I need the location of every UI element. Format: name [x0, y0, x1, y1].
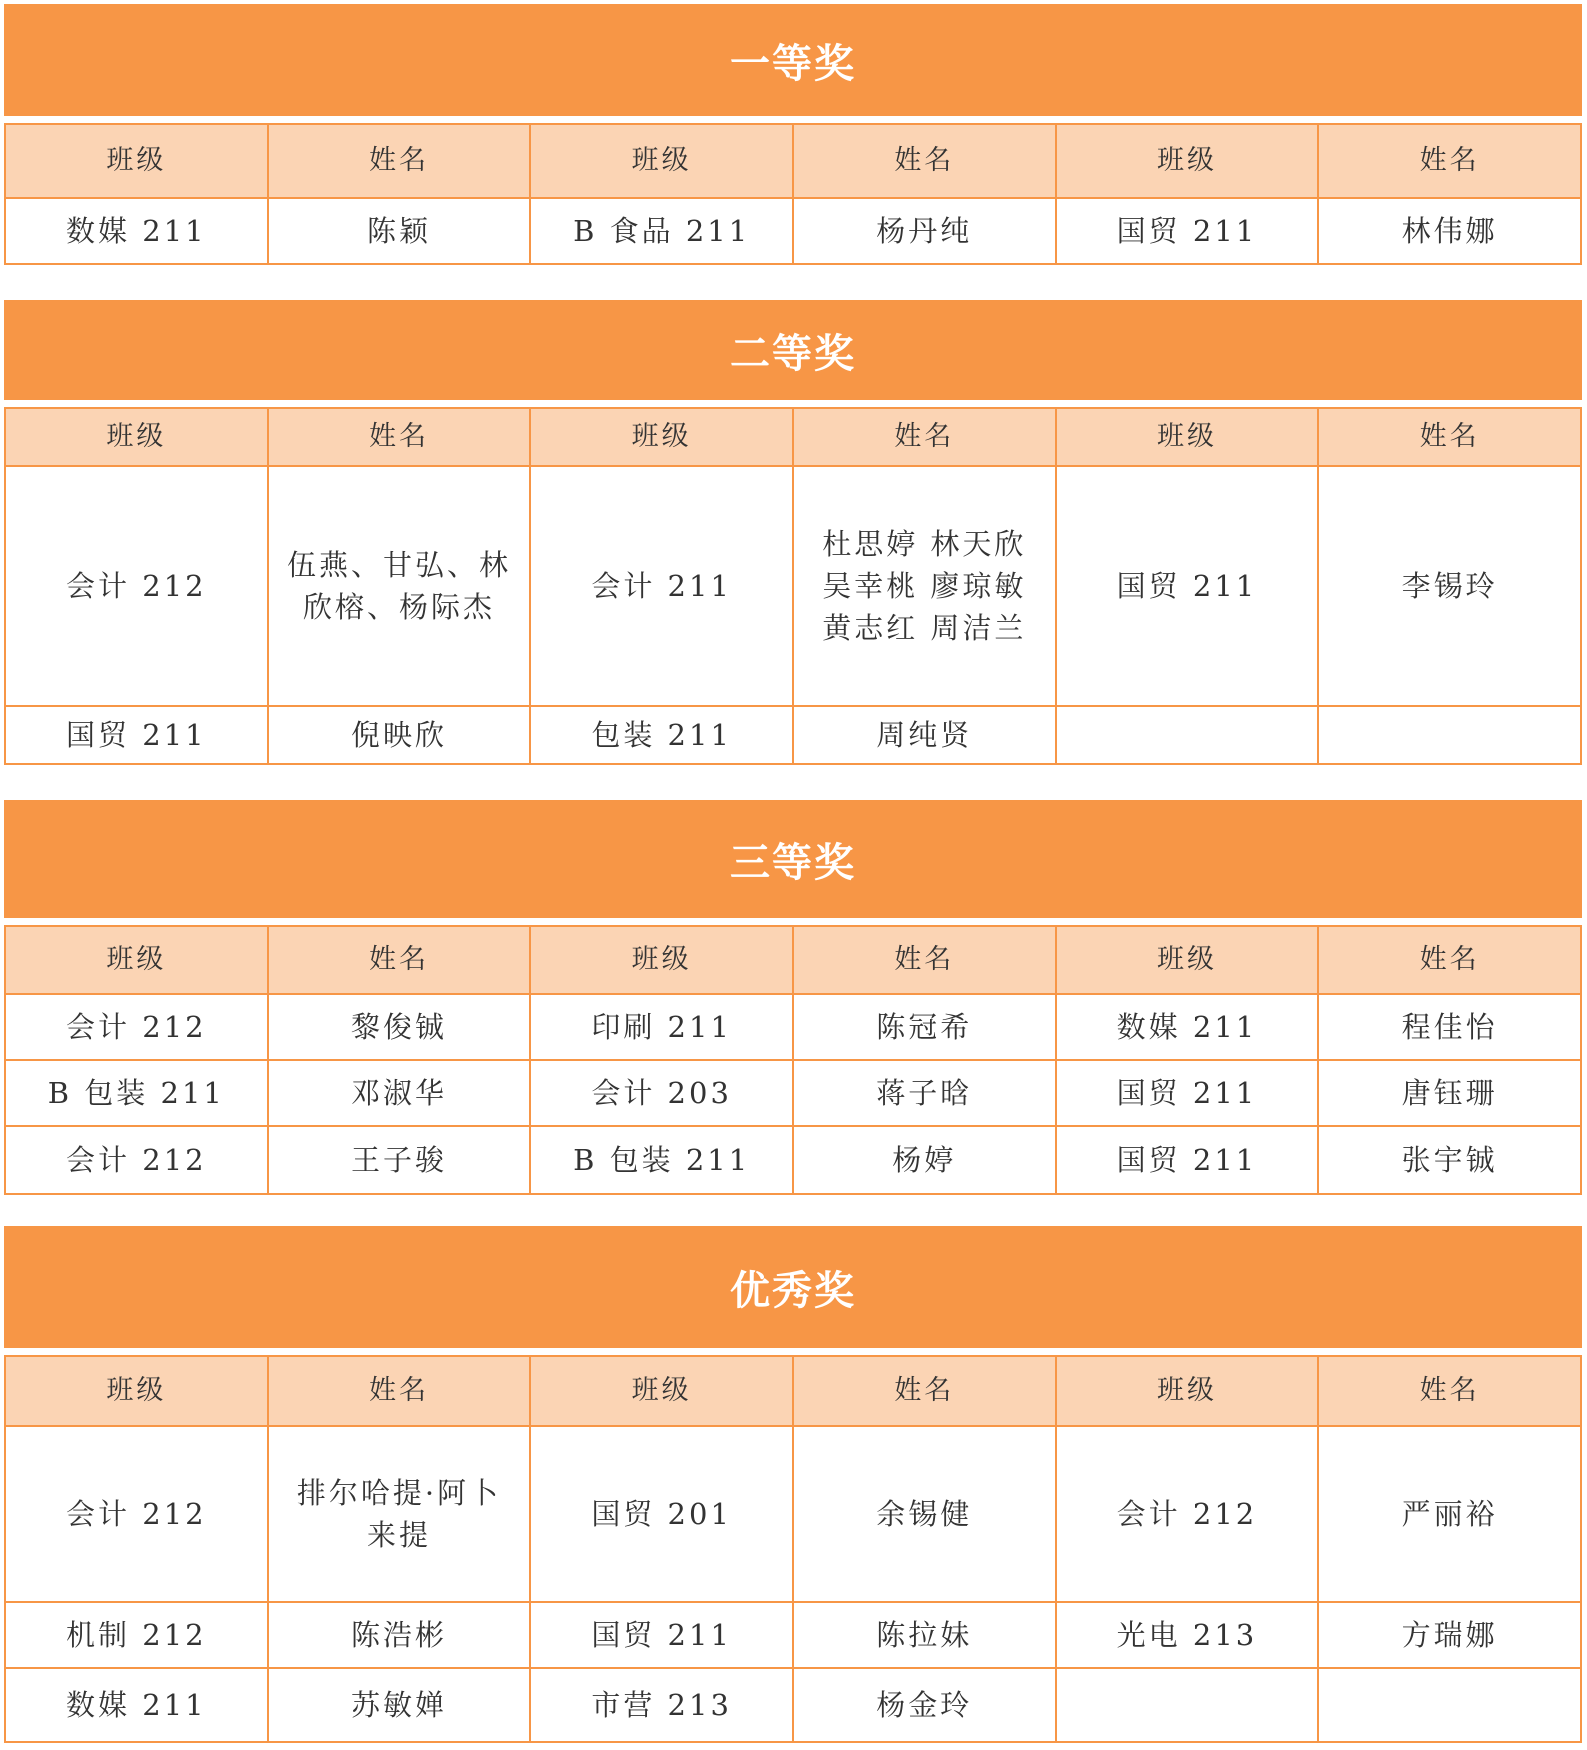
- name-cell: 余锡健: [793, 1426, 1056, 1602]
- column-header: 姓名: [793, 926, 1056, 994]
- name-cell: 陈颖: [268, 198, 531, 264]
- class-cell: [1056, 706, 1319, 764]
- class-cell: 机制 212: [5, 1602, 268, 1668]
- name-cell: 排尔哈提·阿卜 来提: [268, 1426, 531, 1602]
- class-cell: 数媒 211: [5, 1668, 268, 1742]
- name-cell: 陈冠希: [793, 994, 1056, 1060]
- award-section-second: [4, 300, 1582, 765]
- table-row: [5, 1602, 1581, 1668]
- table-header-row: [5, 408, 1581, 466]
- column-header: 姓名: [268, 1356, 531, 1426]
- class-cell: 会计 212: [5, 1126, 268, 1194]
- name-cell: 倪映欣: [268, 706, 531, 764]
- award-table: [4, 407, 1582, 765]
- name-cell: 杨婷: [793, 1126, 1056, 1194]
- column-header: 班级: [5, 1356, 268, 1426]
- section-title: 二等奖: [4, 300, 1582, 400]
- name-cell: 陈浩彬: [268, 1602, 531, 1668]
- class-cell: 国贸 211: [1056, 1126, 1319, 1194]
- column-header: 班级: [5, 124, 268, 198]
- name-cell: [1318, 706, 1581, 764]
- column-header: 班级: [1056, 926, 1319, 994]
- name-cell: 王子骏: [268, 1126, 531, 1194]
- award-section-first: [4, 4, 1582, 265]
- table-row: [5, 1426, 1581, 1602]
- class-cell: 数媒 211: [5, 198, 268, 264]
- class-cell: 国贸 211: [1056, 1060, 1319, 1126]
- column-header: 姓名: [1318, 408, 1581, 466]
- column-header: 班级: [530, 124, 793, 198]
- section-title: 优秀奖: [4, 1226, 1582, 1348]
- award-section-excellence: [4, 1226, 1582, 1743]
- name-cell: 程佳怡: [1318, 994, 1581, 1060]
- table-header-row: [5, 1356, 1581, 1426]
- name-cell: 邓淑华: [268, 1060, 531, 1126]
- name-cell: 伍燕、甘弘、林 欣榕、杨际杰: [268, 466, 531, 706]
- column-header: 姓名: [1318, 124, 1581, 198]
- column-header: 班级: [530, 408, 793, 466]
- award-table: [4, 123, 1582, 265]
- name-cell: 蒋子晗: [793, 1060, 1056, 1126]
- table-row: [5, 1060, 1581, 1126]
- table-row: [5, 1126, 1581, 1194]
- class-cell: 会计 203: [530, 1060, 793, 1126]
- column-header: 姓名: [268, 124, 531, 198]
- table-row: [5, 994, 1581, 1060]
- award-table: [4, 925, 1582, 1195]
- column-header: 班级: [5, 408, 268, 466]
- name-cell: 林伟娜: [1318, 198, 1581, 264]
- class-cell: 会计 212: [5, 466, 268, 706]
- column-header: 姓名: [268, 408, 531, 466]
- table-row: [5, 198, 1581, 264]
- class-cell: 国贸 211: [530, 1602, 793, 1668]
- section-title: 三等奖: [4, 800, 1582, 918]
- class-cell: 光电 213: [1056, 1602, 1319, 1668]
- award-table: [4, 1355, 1582, 1743]
- name-cell: 周纯贤: [793, 706, 1056, 764]
- column-header: 班级: [530, 1356, 793, 1426]
- column-header: 班级: [1056, 408, 1319, 466]
- name-cell: 苏敏婵: [268, 1668, 531, 1742]
- class-cell: 印刷 211: [530, 994, 793, 1060]
- table-row: [5, 706, 1581, 764]
- name-cell: [1318, 1668, 1581, 1742]
- class-cell: B 包装 211: [530, 1126, 793, 1194]
- column-header: 姓名: [268, 926, 531, 994]
- class-cell: 国贸 211: [1056, 198, 1319, 264]
- award-section-third: [4, 800, 1582, 1195]
- class-cell: 数媒 211: [1056, 994, 1319, 1060]
- table-header-row: [5, 926, 1581, 994]
- column-header: 班级: [530, 926, 793, 994]
- column-header: 姓名: [793, 408, 1056, 466]
- name-cell: 李锡玲: [1318, 466, 1581, 706]
- class-cell: 国贸 201: [530, 1426, 793, 1602]
- class-cell: 会计 212: [5, 994, 268, 1060]
- column-header: 姓名: [1318, 1356, 1581, 1426]
- name-cell: 杨金玲: [793, 1668, 1056, 1742]
- class-cell: B 食品 211: [530, 198, 793, 264]
- name-cell: 方瑞娜: [1318, 1602, 1581, 1668]
- class-cell: 会计 212: [1056, 1426, 1319, 1602]
- class-cell: 市营 213: [530, 1668, 793, 1742]
- column-header: 姓名: [793, 124, 1056, 198]
- name-cell: 张宇铖: [1318, 1126, 1581, 1194]
- name-cell: 陈拉妹: [793, 1602, 1056, 1668]
- name-cell: 杜思婷 林天欣 吴幸桃 廖琼敏 黄志红 周洁兰: [793, 466, 1056, 706]
- name-cell: 杨丹纯: [793, 198, 1056, 264]
- column-header: 班级: [1056, 124, 1319, 198]
- class-cell: 会计 212: [5, 1426, 268, 1602]
- class-cell: 包装 211: [530, 706, 793, 764]
- column-header: 姓名: [1318, 926, 1581, 994]
- section-title: 一等奖: [4, 4, 1582, 116]
- class-cell: 国贸 211: [5, 706, 268, 764]
- name-cell: 黎俊铖: [268, 994, 531, 1060]
- class-cell: 会计 211: [530, 466, 793, 706]
- table-header-row: [5, 124, 1581, 198]
- column-header: 班级: [5, 926, 268, 994]
- table-row: [5, 1668, 1581, 1742]
- class-cell: [1056, 1668, 1319, 1742]
- name-cell: 唐钰珊: [1318, 1060, 1581, 1126]
- class-cell: B 包装 211: [5, 1060, 268, 1126]
- class-cell: 国贸 211: [1056, 466, 1319, 706]
- column-header: 姓名: [793, 1356, 1056, 1426]
- column-header: 班级: [1056, 1356, 1319, 1426]
- name-cell: 严丽裕: [1318, 1426, 1581, 1602]
- table-row: [5, 466, 1581, 706]
